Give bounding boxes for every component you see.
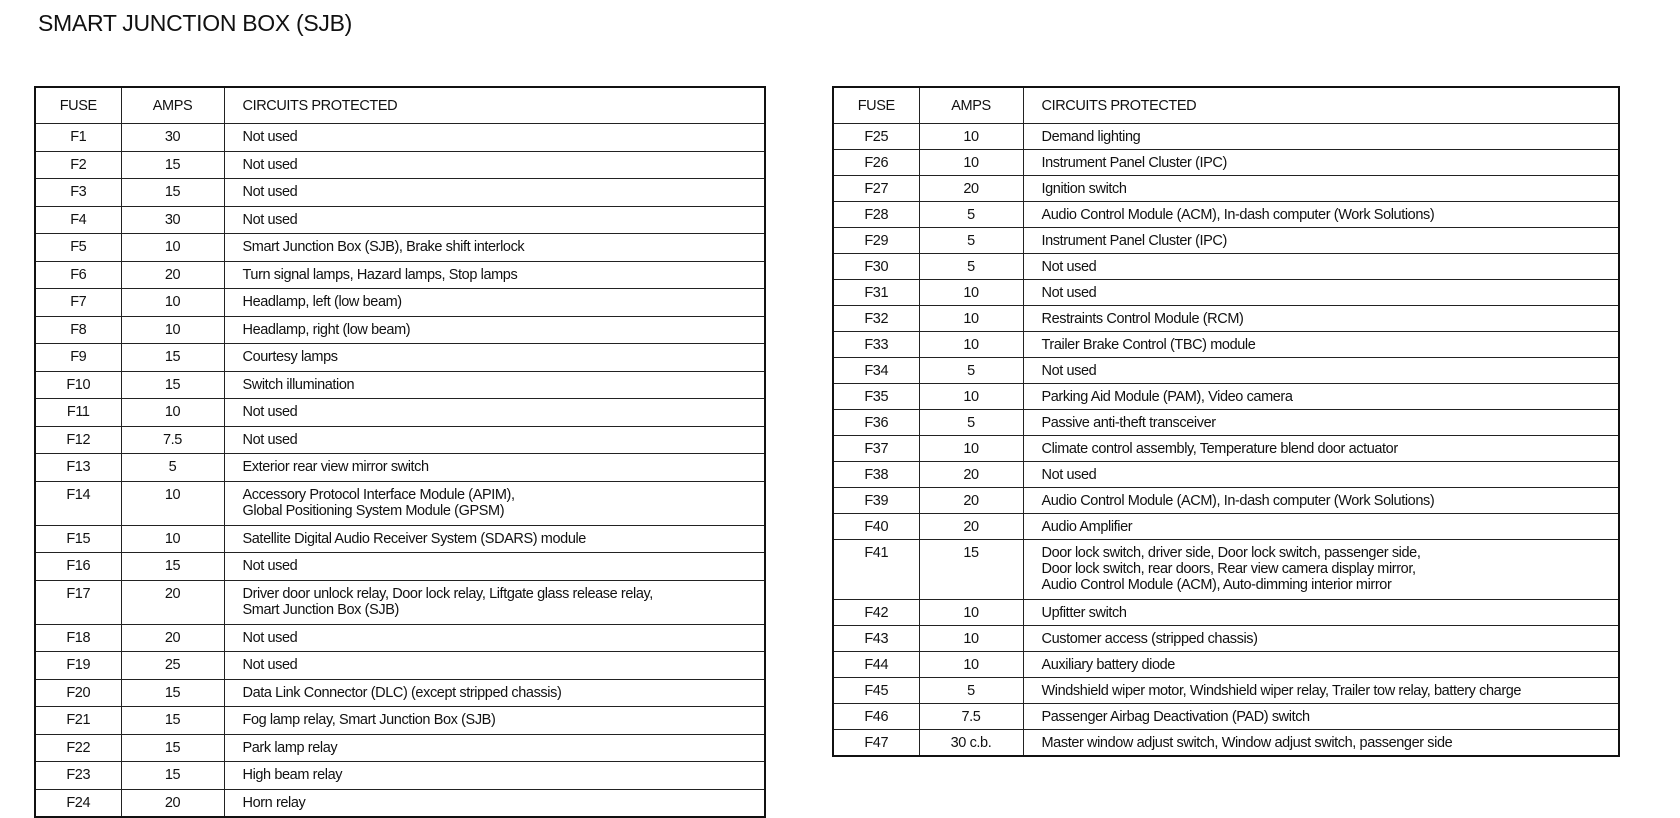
table-row xyxy=(833,202,1619,228)
circuits-cell xyxy=(1023,280,1619,306)
fuse-cell: F17 xyxy=(35,580,121,624)
fuse-cell: F27 xyxy=(833,176,919,202)
table-row xyxy=(35,734,765,762)
circuit-line: Accessory Protocol Interface Module (APIM), xyxy=(242,486,515,503)
table-row xyxy=(35,454,765,482)
circuits-cell xyxy=(224,124,765,152)
circuit-line: Not used xyxy=(242,211,298,228)
table-row xyxy=(833,514,1619,540)
circuits-cell xyxy=(224,426,765,454)
amps-cell: 10 xyxy=(919,600,1023,626)
amps-cell: 10 xyxy=(919,332,1023,358)
amps-cell: 20 xyxy=(121,261,224,289)
fuse-cell: F28 xyxy=(833,202,919,228)
amps-cell: 5 xyxy=(919,228,1023,254)
fuse-cell: F40 xyxy=(833,514,919,540)
fuse-cell: F4 xyxy=(35,206,121,234)
amps-cell: 5 xyxy=(121,454,224,482)
circuits-cell xyxy=(224,679,765,707)
amps-cell: 15 xyxy=(121,553,224,581)
amps-cell: 15 xyxy=(121,707,224,735)
fuse-cell: F32 xyxy=(833,306,919,332)
table-row xyxy=(833,704,1619,730)
table-row xyxy=(833,358,1619,384)
circuits-cell xyxy=(1023,730,1619,756)
table-row xyxy=(833,332,1619,358)
amps-cell: 20 xyxy=(919,462,1023,488)
circuit-line: Audio Control Module (ACM), In-dash computer (Work Solutions) xyxy=(1041,493,1435,509)
circuit-line: Not used xyxy=(242,129,298,145)
fuse-cell: F45 xyxy=(833,678,919,704)
circuit-line: Auxiliary battery diode xyxy=(1041,657,1175,673)
table-row xyxy=(35,316,765,344)
circuits-cell xyxy=(1023,384,1619,410)
circuit-line: Turn signal lamps, Hazard lamps, Stop lamps xyxy=(242,266,518,283)
circuit-line: Parking Aid Module (PAM), Video camera xyxy=(1041,389,1293,405)
fuse-cell: F33 xyxy=(833,332,919,358)
circuit-line: Driver door unlock relay, Door lock relay, Liftgate glass release relay, xyxy=(242,585,653,602)
fuse-cell: F47 xyxy=(833,730,919,756)
amps-cell: 10 xyxy=(121,234,224,262)
table-row xyxy=(35,124,765,152)
fuse-cell: F42 xyxy=(833,600,919,626)
fuse-cell: F6 xyxy=(35,261,121,289)
amps-cell: 30 xyxy=(121,124,224,152)
circuit-line: Exterior rear view mirror switch xyxy=(242,459,429,475)
table-row xyxy=(35,481,765,525)
amps-cell: 20 xyxy=(121,580,224,624)
header-amps: AMPS xyxy=(121,87,224,124)
table-row xyxy=(833,600,1619,626)
circuits-cell xyxy=(1023,124,1619,150)
circuits-cell xyxy=(1023,176,1619,202)
circuit-line: Passenger Airbag Deactivation (PAD) switch xyxy=(1041,709,1310,725)
circuit-line: Demand lighting xyxy=(1041,129,1141,145)
circuits-cell xyxy=(224,734,765,762)
circuit-line: Park lamp relay xyxy=(242,739,338,756)
table-row xyxy=(833,488,1619,514)
circuit-line: Headlamp, left (low beam) xyxy=(242,294,402,310)
table-row xyxy=(833,384,1619,410)
table-row xyxy=(833,150,1619,176)
amps-cell: 10 xyxy=(919,280,1023,306)
fuse-cell: F21 xyxy=(35,707,121,735)
circuit-line: Not used xyxy=(242,184,298,200)
circuit-line: Not used xyxy=(1041,467,1097,483)
fuse-cell: F30 xyxy=(833,254,919,280)
circuits-cell xyxy=(224,316,765,344)
circuit-line: Not used xyxy=(242,404,298,420)
amps-cell: 5 xyxy=(919,410,1023,436)
amps-cell: 5 xyxy=(919,678,1023,704)
table-row xyxy=(35,234,765,262)
table-row xyxy=(35,371,765,399)
page-title: SMART JUNCTION BOX (SJB) xyxy=(38,10,352,36)
circuits-cell xyxy=(1023,358,1619,384)
table-row xyxy=(833,436,1619,462)
circuits-cell xyxy=(1023,202,1619,228)
circuits-cell xyxy=(224,580,765,624)
table-row xyxy=(35,762,765,790)
fuse-cell: F29 xyxy=(833,228,919,254)
circuits-cell xyxy=(1023,306,1619,332)
amps-cell: 30 c.b. xyxy=(919,730,1023,756)
table-row xyxy=(833,462,1619,488)
table-row xyxy=(833,730,1619,756)
amps-cell: 10 xyxy=(121,481,224,525)
circuit-line: Smart Junction Box (SJB), Brake shift interlock xyxy=(242,239,525,255)
table-row xyxy=(35,289,765,317)
circuits-cell xyxy=(224,707,765,735)
header-circuits: CIRCUITS PROTECTED xyxy=(1023,87,1619,124)
fuse-table-left xyxy=(34,86,766,818)
fuse-cell: F13 xyxy=(35,454,121,482)
circuit-line: Data Link Connector (DLC) (except stripped chassis) xyxy=(242,684,562,701)
circuit-line: Climate control assembly, Temperature blend door actuator xyxy=(1041,441,1398,457)
circuits-cell xyxy=(224,261,765,289)
circuits-cell xyxy=(1023,436,1619,462)
amps-cell: 10 xyxy=(919,306,1023,332)
circuit-line: Instrument Panel Cluster (IPC) xyxy=(1041,233,1227,249)
circuit-line: Not used xyxy=(242,558,298,574)
amps-cell: 5 xyxy=(919,202,1023,228)
table-row xyxy=(833,626,1619,652)
circuits-cell xyxy=(1023,540,1619,600)
amps-cell: 15 xyxy=(121,679,224,707)
circuits-cell xyxy=(224,234,765,262)
circuit-line: Fog lamp relay, Smart Junction Box (SJB) xyxy=(242,712,496,728)
table-row xyxy=(35,652,765,680)
circuit-line: Satellite Digital Audio Receiver System (SDARS) module xyxy=(242,530,586,547)
fuse-cell: F18 xyxy=(35,624,121,652)
circuit-line: Ignition switch xyxy=(1041,181,1127,197)
table-row xyxy=(833,254,1619,280)
circuits-cell xyxy=(224,454,765,482)
table-row xyxy=(35,426,765,454)
circuits-cell xyxy=(1023,410,1619,436)
circuit-line: Audio Control Module (ACM), Auto-dimming interior mirror xyxy=(1041,577,1392,593)
amps-cell: 10 xyxy=(919,384,1023,410)
fuse-cell: F37 xyxy=(833,436,919,462)
amps-cell: 20 xyxy=(919,514,1023,540)
circuit-line: Horn relay xyxy=(242,794,306,811)
fuse-cell: F34 xyxy=(833,358,919,384)
table-row xyxy=(35,525,765,553)
amps-cell: 15 xyxy=(121,762,224,790)
header-circuits: CIRCUITS PROTECTED xyxy=(224,87,765,124)
amps-cell: 10 xyxy=(919,652,1023,678)
amps-cell: 30 xyxy=(121,206,224,234)
circuits-cell xyxy=(224,762,765,790)
circuit-line: Not used xyxy=(242,657,298,673)
circuit-line: Not used xyxy=(1041,285,1097,301)
circuit-line: Audio Amplifier xyxy=(1041,519,1133,535)
fuse-cell: F44 xyxy=(833,652,919,678)
table-row xyxy=(833,410,1619,436)
circuit-line: Audio Control Module (ACM), In-dash computer (Work Solutions) xyxy=(1041,207,1435,223)
circuits-cell xyxy=(1023,514,1619,540)
table-row xyxy=(35,344,765,372)
circuits-cell xyxy=(224,553,765,581)
fuse-cell: F12 xyxy=(35,426,121,454)
circuit-line: Switch illumination xyxy=(242,376,355,393)
header-fuse: FUSE xyxy=(35,87,121,124)
fuse-cell: F35 xyxy=(833,384,919,410)
circuit-line: Not used xyxy=(242,431,298,448)
circuit-line: Not used xyxy=(242,629,298,646)
circuit-line: Courtesy lamps xyxy=(242,349,338,365)
table-row xyxy=(35,707,765,735)
circuit-line: Headlamp, right (low beam) xyxy=(242,321,411,338)
circuits-cell xyxy=(1023,150,1619,176)
fuse-cell: F9 xyxy=(35,344,121,372)
fuse-cell: F2 xyxy=(35,151,121,179)
table-row xyxy=(833,540,1619,600)
table-row xyxy=(833,652,1619,678)
circuits-cell xyxy=(1023,704,1619,730)
fuse-cell: F10 xyxy=(35,371,121,399)
fuse-cell: F3 xyxy=(35,179,121,207)
circuit-line: Restraints Control Module (RCM) xyxy=(1041,311,1244,327)
amps-cell: 10 xyxy=(919,124,1023,150)
header-fuse: FUSE xyxy=(833,87,919,124)
circuits-cell xyxy=(1023,488,1619,514)
table-header-row xyxy=(35,87,765,124)
circuits-cell xyxy=(224,344,765,372)
circuit-line: Master window adjust switch, Window adjust switch, passenger side xyxy=(1041,735,1453,751)
fuse-cell: F5 xyxy=(35,234,121,262)
amps-cell: 10 xyxy=(121,289,224,317)
table-row xyxy=(35,789,765,817)
fuse-cell: F39 xyxy=(833,488,919,514)
circuit-line: Windshield wiper motor, Windshield wiper relay, Trailer tow relay, battery charge xyxy=(1041,683,1522,699)
fuse-cell: F43 xyxy=(833,626,919,652)
circuit-line: High beam relay xyxy=(242,767,343,783)
amps-cell: 7.5 xyxy=(121,426,224,454)
fuse-cell: F7 xyxy=(35,289,121,317)
circuits-cell xyxy=(224,481,765,525)
amps-cell: 15 xyxy=(919,540,1023,600)
circuits-cell xyxy=(1023,462,1619,488)
amps-cell: 5 xyxy=(919,254,1023,280)
table-row xyxy=(35,580,765,624)
circuits-cell xyxy=(1023,228,1619,254)
circuit-line: Smart Junction Box (SJB) xyxy=(242,601,399,618)
fuse-cell: F38 xyxy=(833,462,919,488)
fuse-cell: F22 xyxy=(35,734,121,762)
amps-cell: 15 xyxy=(121,734,224,762)
circuit-line: Not used xyxy=(1041,259,1097,275)
amps-cell: 10 xyxy=(919,626,1023,652)
fuse-cell: F24 xyxy=(35,789,121,817)
table-row xyxy=(35,624,765,652)
circuit-line: Door lock switch, rear doors, Rear view camera display mirror, xyxy=(1041,561,1416,577)
amps-cell: 15 xyxy=(121,151,224,179)
circuits-cell xyxy=(1023,254,1619,280)
fuse-cell: F14 xyxy=(35,481,121,525)
circuits-cell xyxy=(1023,678,1619,704)
table-row xyxy=(833,678,1619,704)
amps-cell: 5 xyxy=(919,358,1023,384)
amps-cell: 20 xyxy=(919,176,1023,202)
circuits-cell xyxy=(224,151,765,179)
table-row xyxy=(35,151,765,179)
header-amps: AMPS xyxy=(919,87,1023,124)
circuits-cell xyxy=(1023,652,1619,678)
amps-cell: 20 xyxy=(121,624,224,652)
amps-cell: 20 xyxy=(121,789,224,817)
circuits-cell xyxy=(224,399,765,427)
fuse-cell: F15 xyxy=(35,525,121,553)
circuits-cell xyxy=(224,525,765,553)
table-row xyxy=(35,553,765,581)
amps-cell: 20 xyxy=(919,488,1023,514)
circuit-line: Passive anti-theft transceiver xyxy=(1041,415,1216,431)
table-row xyxy=(35,679,765,707)
fuse-cell: F1 xyxy=(35,124,121,152)
fuse-cell: F16 xyxy=(35,553,121,581)
circuits-cell xyxy=(224,652,765,680)
amps-cell: 10 xyxy=(121,399,224,427)
amps-cell: 15 xyxy=(121,179,224,207)
table-row xyxy=(35,179,765,207)
circuits-cell xyxy=(224,206,765,234)
fuse-cell: F25 xyxy=(833,124,919,150)
table-row xyxy=(833,176,1619,202)
table-header-row xyxy=(833,87,1619,124)
fuse-cell: F31 xyxy=(833,280,919,306)
fuse-cell: F8 xyxy=(35,316,121,344)
amps-cell: 15 xyxy=(121,344,224,372)
amps-cell: 10 xyxy=(919,150,1023,176)
circuit-line: Not used xyxy=(1041,363,1097,379)
circuit-line: Trailer Brake Control (TBC) module xyxy=(1041,337,1256,353)
fuse-cell: F46 xyxy=(833,704,919,730)
circuit-line: Upfitter switch xyxy=(1041,605,1127,621)
amps-cell: 10 xyxy=(121,525,224,553)
table-row xyxy=(35,261,765,289)
amps-cell: 10 xyxy=(919,436,1023,462)
amps-cell: 7.5 xyxy=(919,704,1023,730)
circuits-cell xyxy=(224,289,765,317)
fuse-cell: F23 xyxy=(35,762,121,790)
fuse-cell: F11 xyxy=(35,399,121,427)
amps-cell: 10 xyxy=(121,316,224,344)
fuse-table-right xyxy=(832,86,1620,757)
circuits-cell xyxy=(1023,332,1619,358)
table-row xyxy=(833,280,1619,306)
circuit-line: Customer access (stripped chassis) xyxy=(1041,631,1258,647)
table-row xyxy=(35,399,765,427)
circuits-cell xyxy=(224,789,765,817)
fuse-cell: F41 xyxy=(833,540,919,600)
circuits-cell xyxy=(224,624,765,652)
circuit-line: Not used xyxy=(242,156,298,173)
fuse-cell: F26 xyxy=(833,150,919,176)
circuits-cell xyxy=(1023,600,1619,626)
fuse-cell: F20 xyxy=(35,679,121,707)
amps-cell: 15 xyxy=(121,371,224,399)
circuits-cell xyxy=(224,371,765,399)
fuse-cell: F19 xyxy=(35,652,121,680)
table-row xyxy=(35,206,765,234)
amps-cell: 25 xyxy=(121,652,224,680)
circuits-cell xyxy=(224,179,765,207)
circuit-line: Global Positioning System Module (GPSM) xyxy=(242,502,505,519)
table-row xyxy=(833,228,1619,254)
fuse-cell: F36 xyxy=(833,410,919,436)
circuit-line: Instrument Panel Cluster (IPC) xyxy=(1041,155,1227,171)
circuits-cell xyxy=(1023,626,1619,652)
circuit-line: Door lock switch, driver side, Door lock switch, passenger side, xyxy=(1041,545,1421,561)
table-row xyxy=(833,306,1619,332)
table-row xyxy=(833,124,1619,150)
